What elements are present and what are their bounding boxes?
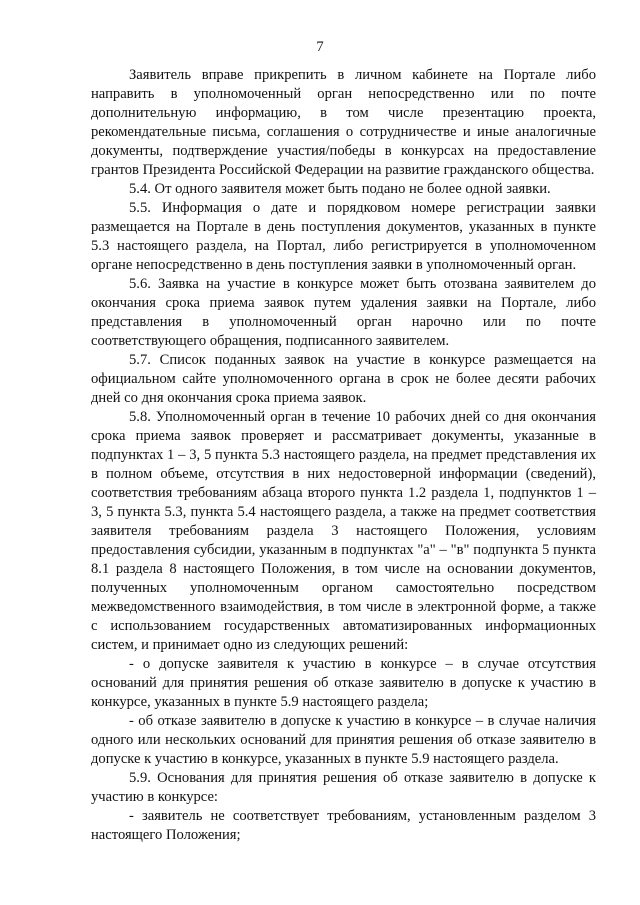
document-body [91, 66, 596, 845]
paragraph-5-5: 5.5. Информация о дате и порядковом номере регистрации заявки размещается на Портале в день поступления документов, указанных в пункте 5.3 настоящего раздела, на Портал, либо регистрируется в уполномоченном органе непосредственно в день поступления заявки в уполномоченный орган. [91, 200, 596, 273]
page-number: 7 [316, 39, 324, 55]
list-item-admission: - о допуске заявителя к участию в конкурсе – в случае отсутствия оснований для принятия решения об отказе заявителю в допуске к участию в конкурсе, указанных в пункте 5.9 настоящего раздела; [91, 656, 596, 710]
list-item-refusal: - об отказе заявителю в допуске к участию в конкурсе – в случае наличия одного или нескольких оснований для принятия решения об отказе заявителю в допуске к участию в конкурсе, указанных в пункте 5.9 настоящего раздела. [91, 713, 596, 767]
list-item-requirements: - заявитель не соответствует требованиям, установленным разделом 3 настоящего Положения; [91, 808, 596, 843]
paragraph-5-7: 5.7. Список поданных заявок на участие в конкурсе размещается на официальном сайте уполномоченного органа в срок не более десяти рабочих дней со дня окончания срока приема заявок. [91, 352, 596, 406]
paragraph-5-9: 5.9. Основания для принятия решения об отказе заявителю в допуске к участию в конкурсе: [91, 770, 596, 805]
paragraph-5-6: 5.6. Заявка на участие в конкурсе может быть отозвана заявителем до окончания срока приема заявок путем удаления заявки на Портале, либо представления в уполномоченный орган нарочно или по почте соответствующего обращения, подписанного заявителем. [91, 276, 596, 349]
paragraph-5-8: 5.8. Уполномоченный орган в течение 10 рабочих дней со дня окончания срока приема заявок проверяет и рассматривает документы, указанные в подпунктах 1 – 3, 5 пункта 5.3 настоящего раздела, на предмет представления их в полном объеме, отсутствия в них недостоверной информации (сведений), соответствия требованиям абзаца второго пункта 1.2 раздела 1, подпунктов 1 – 3, 5 пункта 5.3, пункта 5.4 настоящего раздела, а также на предмет соответствия заявителя требованиям раздела 3 настоящего Положения, условиям предоставления субсидии, указанным в подпунктах "а" – "в" подпункта 5 пункта 8.1 раздела 8 настоящего Положения, в том числе на основании документов, полученных уполномоченным органом самостоятельно посредством межведомственного взаимодействия, в том числе в электронной форме, а также с использованием государственных автоматизированных информационных систем, и принимает одно из следующих решений: [91, 409, 596, 653]
paragraph-5-4: 5.4. От одного заявителя может быть подано не более одной заявки. [129, 181, 551, 197]
paragraph-additional-info: Заявитель вправе прикрепить в личном кабинете на Портале либо направить в уполномоченный орган непосредственно или по почте дополнительную информацию, в том числе презентацию проекта, рекомендательные письма, соглашения о сотрудничестве и иные аналогичные документы, подтверждение участия/победы в конкурсах на предоставление грантов Президента Российской Федерации на развитие гражданского общества. [91, 67, 596, 178]
